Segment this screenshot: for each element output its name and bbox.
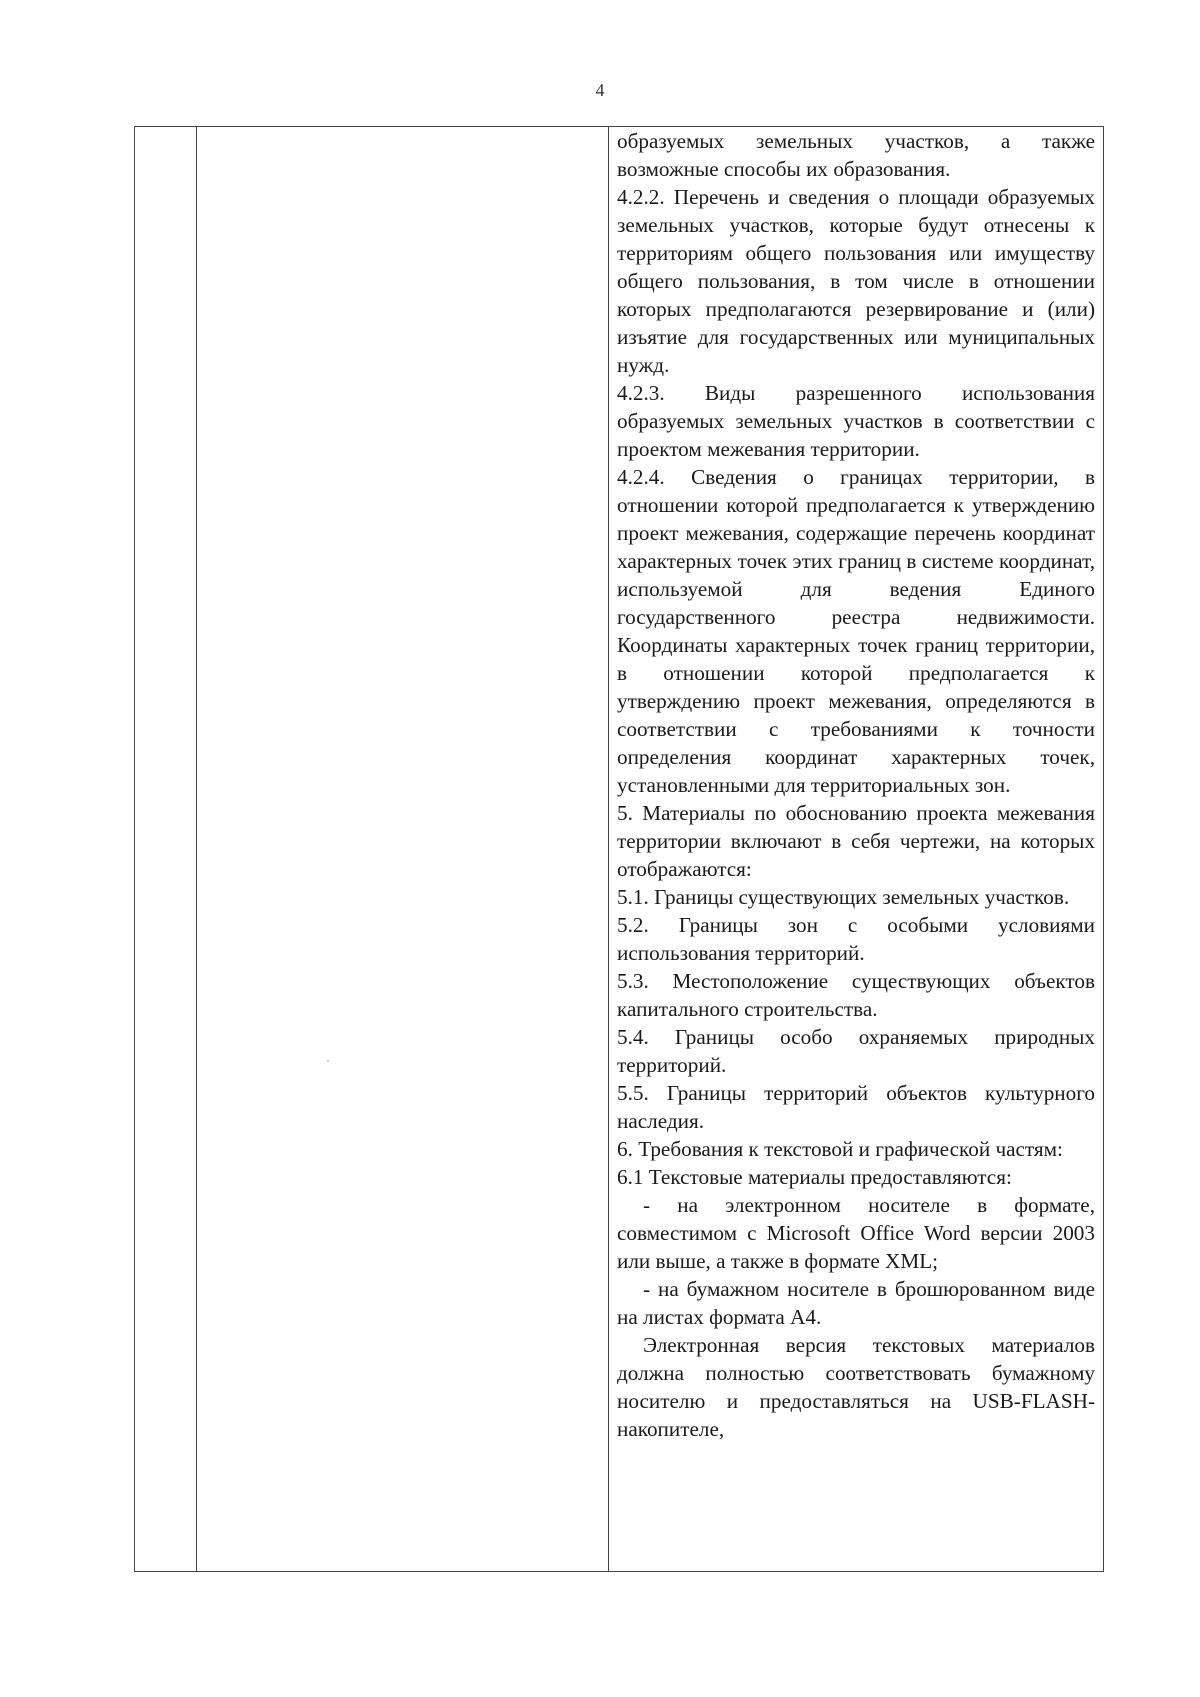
paragraph: 5.2. Границы зон с особыми условиями использования территорий. <box>617 913 1095 965</box>
paragraph: 4.2.2. Перечень и сведения о площади образуемых земельных участков, которые будут отнесены к территориям общего пользования или имуществу общего пользования, в том числе в отношении которых предполагаются резервирование и (или) изъятие для государственных или муниципальных нужд. <box>617 185 1095 377</box>
paragraph: 5.5. Границы территорий объектов культурного наследия. <box>617 1081 1095 1133</box>
requirements-table <box>134 126 1104 1572</box>
table-cell-requirements-text <box>617 127 1095 1443</box>
list-item: - на электронном носителе в формате, совместимом с Microsoft Office Word версии 2003 или выше, а также в формате XML; <box>617 1193 1095 1273</box>
paragraph: 6.1 Текстовые материалы предоставляются: <box>617 1165 1012 1189</box>
table-column-divider <box>608 127 609 1571</box>
page-number: 4 <box>595 80 605 100</box>
paragraph: 5.1. Границы существующих земельных участков. <box>617 885 1070 909</box>
paragraph: 5. Материалы по обоснованию проекта межевания территории включают в себя чертежи, на которых отображаются: <box>617 801 1095 881</box>
table-column-divider <box>196 127 197 1571</box>
paragraph: 6. Требования к текстовой и графической частям: <box>617 1137 1063 1161</box>
list-item: - на бумажном носителе в брошюрованном виде на листах формата А4. <box>617 1277 1095 1329</box>
paragraph: 4.2.3. Виды разрешенного использования образуемых земельных участков в соответствии с проектом межевания территории. <box>617 381 1095 461</box>
paragraph: образуемых земельных участков, а также возможные способы их образования. <box>617 129 1095 181</box>
paragraph: 4.2.4. Сведения о границах территории, в отношении которой предполагается к утверждению проект межевания, содержащие перечень координат характерных точек этих границ в системе координат, используемой для ведения Единого государственного реестра недвижимости. Координаты характерных точек границ территории, в отношении которой предполагается к утверждению проект межевания, определяются в соответствии с требованиями к точности определения координат характерных точек, установленными для территориальных зон. <box>617 465 1095 797</box>
scan-speck <box>327 1060 329 1062</box>
paragraph: 5.4. Границы особо охраняемых природных территорий. <box>617 1025 1095 1077</box>
paragraph: 5.3. Местоположение существующих объектов капитального строительства. <box>617 969 1095 1021</box>
paragraph: Электронная версия текстовых материалов должна полностью соответствовать бумажному носителю и предоставляться на USB-FLASH-накопителе, <box>617 1333 1095 1441</box>
